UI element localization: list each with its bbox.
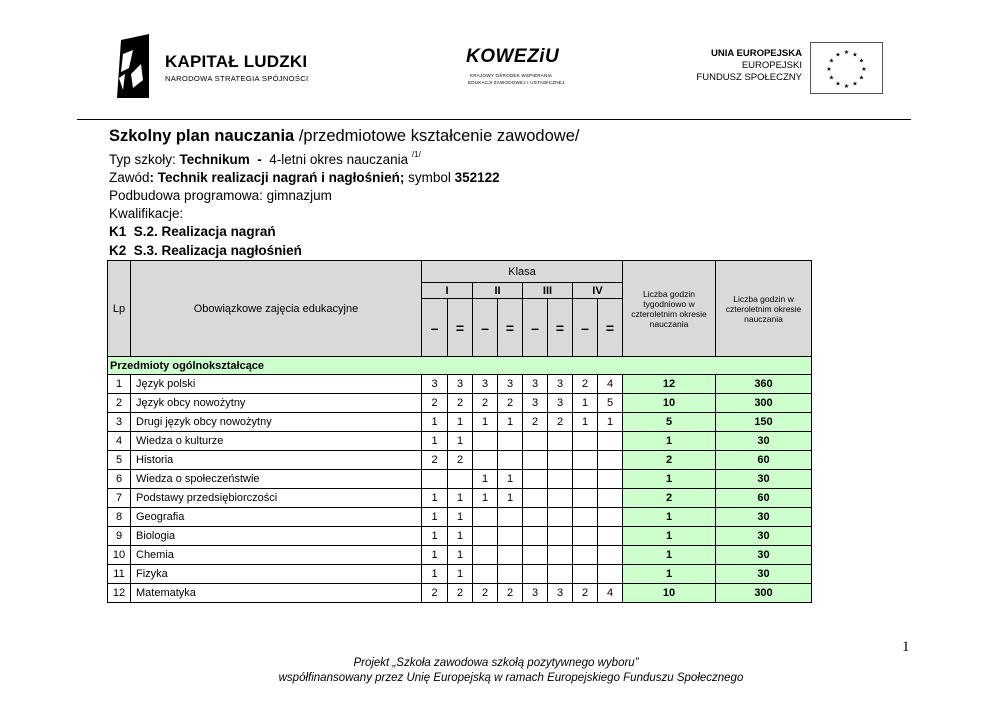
- row-hours: [422, 470, 448, 489]
- header-semester: –: [573, 299, 598, 357]
- school-type-line: [109, 152, 421, 167]
- table-row: [108, 432, 812, 451]
- row-hours: [598, 565, 623, 584]
- table-row: [108, 584, 812, 603]
- title-rest: /przedmiotowe kształcenie zawodowe/: [298, 127, 580, 145]
- row-hours: [498, 508, 523, 527]
- row-hours: [548, 470, 573, 489]
- row-hours: [473, 565, 498, 584]
- row-hours: 2: [422, 394, 448, 413]
- row-subject: Matematyka: [131, 584, 422, 603]
- header-klasa: Klasa: [422, 261, 623, 283]
- row-subject: Chemia: [131, 546, 422, 565]
- row-hours: [573, 451, 598, 470]
- row-hours: [598, 489, 623, 508]
- header-class-i: I: [422, 283, 473, 299]
- row-hours: 3: [548, 394, 573, 413]
- row-hours: [573, 508, 598, 527]
- row-subject: Geografia: [131, 508, 422, 527]
- row-hours: [523, 451, 548, 470]
- row-total-hours: 360: [716, 375, 812, 394]
- title-bold: Szkolny plan nauczania: [109, 127, 295, 145]
- row-hours: 1: [473, 470, 498, 489]
- row-lp: 1: [108, 375, 131, 394]
- row-hours: 3: [473, 375, 498, 394]
- svg-text:★: ★: [828, 57, 835, 65]
- header-semester: –: [523, 299, 548, 357]
- row-hours: 2: [523, 413, 548, 432]
- row-hours: [573, 470, 598, 489]
- row-hours: 2: [448, 584, 473, 603]
- qualifications-label: Kwalifikacje:: [109, 206, 184, 221]
- curriculum-basis: Podbudowa programowa: gimnazjum: [109, 188, 332, 203]
- row-subject: Fizyka: [131, 565, 422, 584]
- header-semester: =: [498, 299, 523, 357]
- row-subject: Drugi język obcy nowożytny: [131, 413, 422, 432]
- svg-text:★: ★: [858, 74, 865, 82]
- row-hours: 1: [498, 470, 523, 489]
- row-total-hours: 30: [716, 508, 812, 527]
- row-hours: [498, 565, 523, 584]
- row-weekly-hours: 2: [623, 451, 716, 470]
- svg-text:★: ★: [843, 49, 850, 56]
- svg-text:★: ★: [858, 57, 865, 65]
- row-hours: 2: [573, 584, 598, 603]
- row-hours: 1: [573, 413, 598, 432]
- row-hours: 3: [548, 375, 573, 394]
- row-hours: 1: [498, 413, 523, 432]
- row-hours: [523, 508, 548, 527]
- row-hours: 1: [422, 565, 448, 584]
- row-hours: [548, 527, 573, 546]
- row-hours: [523, 546, 548, 565]
- row-hours: 1: [422, 527, 448, 546]
- qualification-k1: K1 S.2. Realizacja nagrań: [109, 224, 276, 239]
- row-hours: 4: [598, 375, 623, 394]
- row-total-hours: 60: [716, 489, 812, 508]
- row-hours: 1: [573, 394, 598, 413]
- svg-text:★: ★: [835, 80, 841, 88]
- document-title: [109, 127, 579, 146]
- header-subject: Obowiązkowe zajęcia edukacyjne: [131, 261, 422, 357]
- table-row: [108, 508, 812, 527]
- row-hours: [498, 432, 523, 451]
- svg-text:★: ★: [828, 74, 835, 82]
- row-hours: 5: [598, 394, 623, 413]
- row-hours: [598, 470, 623, 489]
- row-hours: [573, 546, 598, 565]
- row-hours: [548, 451, 573, 470]
- row-hours: [548, 508, 573, 527]
- header-class-iv: IV: [573, 283, 623, 299]
- row-weekly-hours: 1: [623, 546, 716, 565]
- eu-line-1: UNIA EUROPEJSKA: [711, 48, 802, 59]
- table-row: [108, 470, 812, 489]
- row-lp: 12: [108, 584, 131, 603]
- row-hours: [473, 451, 498, 470]
- row-hours: [598, 527, 623, 546]
- row-hours: 2: [473, 394, 498, 413]
- school-type-value: Technikum: [179, 152, 250, 167]
- row-hours: [523, 470, 548, 489]
- row-weekly-hours: 10: [623, 394, 716, 413]
- row-hours: 1: [598, 413, 623, 432]
- school-type-sep: -: [249, 152, 270, 167]
- row-hours: [598, 546, 623, 565]
- row-total-hours: 60: [716, 451, 812, 470]
- row-hours: [573, 527, 598, 546]
- row-hours: [548, 432, 573, 451]
- row-hours: [498, 527, 523, 546]
- table-row: [108, 527, 812, 546]
- row-hours: [523, 527, 548, 546]
- row-hours: 1: [448, 546, 473, 565]
- table-row: [108, 413, 812, 432]
- qualification-k2: K2 S.3. Realizacja nagłośnień: [109, 243, 302, 258]
- row-lp: 11: [108, 565, 131, 584]
- row-hours: [498, 451, 523, 470]
- header-weekly-hours: Liczba godzin tygodniowo w czteroletnim okresie nauczania: [623, 261, 716, 357]
- row-hours: [498, 546, 523, 565]
- koweziu-logo: [466, 46, 576, 92]
- row-hours: 3: [548, 584, 573, 603]
- row-subject: Język polski: [131, 375, 422, 394]
- kapital-ludzki-logo: [113, 34, 313, 100]
- row-lp: 8: [108, 508, 131, 527]
- school-type-rest: 4-letni okres nauczania: [269, 152, 409, 167]
- row-hours: 1: [448, 508, 473, 527]
- row-hours: 4: [598, 584, 623, 603]
- eu-logo-text: [690, 48, 802, 84]
- row-subject: Biologia: [131, 527, 422, 546]
- row-lp: 5: [108, 451, 131, 470]
- profession-symbol: 352122: [454, 170, 500, 185]
- row-hours: 1: [498, 489, 523, 508]
- row-weekly-hours: 1: [623, 508, 716, 527]
- row-hours: [523, 565, 548, 584]
- row-hours: 3: [498, 375, 523, 394]
- row-lp: 7: [108, 489, 131, 508]
- row-total-hours: 150: [716, 413, 812, 432]
- profession-line: [109, 170, 500, 185]
- row-hours: [548, 565, 573, 584]
- header-class-iii: III: [523, 283, 573, 299]
- row-weekly-hours: 1: [623, 470, 716, 489]
- header-semester: =: [548, 299, 573, 357]
- row-total-hours: 30: [716, 432, 812, 451]
- profession-value: Technik realizacji nagrań i nagłośnień;: [157, 170, 405, 185]
- table-row: [108, 451, 812, 470]
- header-class-ii: II: [473, 283, 523, 299]
- row-hours: 3: [523, 375, 548, 394]
- row-hours: 1: [473, 489, 498, 508]
- row-total-hours: 300: [716, 394, 812, 413]
- header-total-hours: Liczba godzin w czteroletnim okresie nauczania: [716, 261, 812, 357]
- row-hours: 1: [448, 413, 473, 432]
- row-hours: 1: [473, 413, 498, 432]
- section-title: Przedmioty ogólnokształcące: [108, 357, 812, 375]
- row-lp: 10: [108, 546, 131, 565]
- row-hours: [473, 508, 498, 527]
- row-subject: Podstawy przedsiębiorczości: [131, 489, 422, 508]
- table-row: [108, 394, 812, 413]
- row-total-hours: 30: [716, 546, 812, 565]
- row-hours: 1: [422, 508, 448, 527]
- row-hours: 2: [448, 394, 473, 413]
- row-hours: 2: [422, 451, 448, 470]
- row-hours: [548, 489, 573, 508]
- row-lp: 4: [108, 432, 131, 451]
- row-subject: Język obcy nowożytny: [131, 394, 422, 413]
- row-hours: 1: [448, 527, 473, 546]
- row-hours: [573, 432, 598, 451]
- row-hours: [598, 508, 623, 527]
- header-semester: =: [598, 299, 623, 357]
- row-hours: [523, 489, 548, 508]
- row-hours: [523, 432, 548, 451]
- row-subject: Historia: [131, 451, 422, 470]
- row-hours: [598, 432, 623, 451]
- row-hours: 3: [448, 375, 473, 394]
- header-divider: [77, 119, 911, 120]
- row-weekly-hours: 12: [623, 375, 716, 394]
- row-total-hours: 30: [716, 565, 812, 584]
- header-semester: –: [473, 299, 498, 357]
- svg-text:★: ★: [835, 51, 841, 59]
- koweziu-subtitle-1: KRAJOWY OŚRODEK WSPIERANIA: [470, 73, 553, 78]
- row-hours: 2: [473, 584, 498, 603]
- footer-line-2: współfinansowany przez Unię Europejską w ramach Europejskiego Funduszu Społecznego: [278, 672, 744, 684]
- row-lp: 3: [108, 413, 131, 432]
- row-total-hours: 300: [716, 584, 812, 603]
- row-lp: 2: [108, 394, 131, 413]
- row-hours: 1: [448, 432, 473, 451]
- page-number: 1: [902, 639, 910, 655]
- row-hours: 1: [422, 489, 448, 508]
- koweziu-subtitle-2: EDUKACJI ZAWODOWEJ I USTAWICZNEJ: [468, 80, 565, 85]
- table-row: [108, 489, 812, 508]
- svg-text:★: ★: [826, 66, 832, 73]
- row-hours: [573, 565, 598, 584]
- row-subject: Wiedza o społeczeństwie: [131, 470, 422, 489]
- row-hours: [448, 470, 473, 489]
- table-row: [108, 565, 812, 584]
- row-hours: 3: [523, 394, 548, 413]
- row-hours: [548, 546, 573, 565]
- row-hours: 2: [498, 584, 523, 603]
- kapital-ludzki-mark-icon: [113, 34, 153, 98]
- row-weekly-hours: 1: [623, 432, 716, 451]
- row-hours: 2: [422, 584, 448, 603]
- eu-line-2: EUROPEJSKI: [741, 60, 802, 71]
- eu-flag-icon: [810, 42, 883, 94]
- footnote-marker: /1/: [411, 150, 421, 159]
- row-subject: Wiedza o kulturze: [131, 432, 422, 451]
- footer-line-1: Projekt „Szkoła zawodowa szkołą pozytywnego wyboru”: [353, 657, 639, 669]
- row-weekly-hours: 2: [623, 489, 716, 508]
- row-hours: [473, 546, 498, 565]
- row-hours: [573, 489, 598, 508]
- svg-text:★: ★: [852, 80, 858, 88]
- row-hours: [473, 527, 498, 546]
- row-hours: 2: [498, 394, 523, 413]
- kapital-ludzki-title: KAPITAŁ LUDZKI: [165, 52, 308, 71]
- koweziu-title: KOWEZiU: [466, 46, 560, 67]
- section-row: [108, 357, 812, 375]
- profession-colon: :: [149, 170, 158, 185]
- curriculum-table: [107, 260, 812, 603]
- row-total-hours: 30: [716, 470, 812, 489]
- row-hours: 3: [523, 584, 548, 603]
- row-hours: 2: [573, 375, 598, 394]
- row-hours: 3: [422, 375, 448, 394]
- row-weekly-hours: 1: [623, 527, 716, 546]
- svg-text:★: ★: [852, 51, 858, 59]
- svg-text:★: ★: [843, 83, 850, 90]
- header-semester: –: [422, 299, 448, 357]
- row-weekly-hours: 1: [623, 565, 716, 584]
- row-total-hours: 30: [716, 527, 812, 546]
- row-hours: [598, 451, 623, 470]
- eu-line-3: FUNDUSZ SPOŁECZNY: [696, 72, 802, 83]
- row-hours: 1: [422, 413, 448, 432]
- row-weekly-hours: 5: [623, 413, 716, 432]
- symbol-label: symbol: [404, 170, 455, 185]
- row-lp: 6: [108, 470, 131, 489]
- header-lp: Lp: [108, 261, 131, 357]
- table-row: [108, 375, 812, 394]
- row-hours: 2: [548, 413, 573, 432]
- kapital-ludzki-subtitle: NARODOWA STRATEGIA SPÓJNOŚCI: [165, 74, 309, 83]
- row-hours: 1: [448, 565, 473, 584]
- header-semester: =: [448, 299, 473, 357]
- row-hours: 1: [422, 546, 448, 565]
- school-type-label: Typ szkoły:: [109, 152, 180, 167]
- row-lp: 9: [108, 527, 131, 546]
- row-hours: 1: [448, 489, 473, 508]
- profession-label: Zawód: [109, 170, 150, 185]
- row-hours: 2: [448, 451, 473, 470]
- row-hours: 1: [422, 432, 448, 451]
- row-weekly-hours: 10: [623, 584, 716, 603]
- table-row: [108, 546, 812, 565]
- table-body: [108, 375, 812, 603]
- svg-text:★: ★: [861, 66, 867, 73]
- row-hours: [473, 432, 498, 451]
